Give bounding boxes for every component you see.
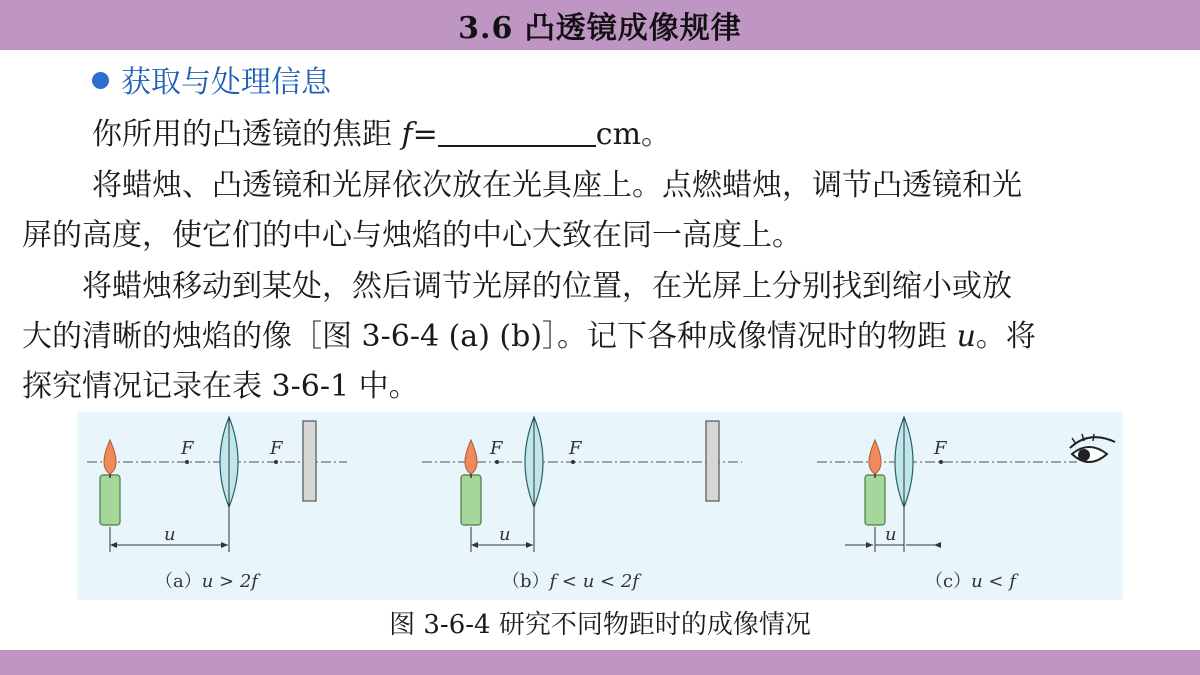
paragraph-procedure-line2 [22, 319, 1036, 355]
lens-c [895, 417, 913, 552]
panel-a-prefix: （a） [155, 571, 202, 592]
focal-point-b2 [571, 460, 575, 464]
panel-a-label [155, 571, 261, 592]
panel-c-expr: u < f [971, 571, 1016, 592]
focal-point-c [939, 460, 943, 464]
candle-c [865, 440, 885, 525]
procedure-text: 大的清晰的烛焰的像［图 3-6-4 (a) (b)］。记下各种成像情况时的物距 [22, 319, 957, 354]
distance-label-c: u [885, 524, 897, 545]
focal-point-a2 [274, 460, 278, 464]
paragraph-procedure-line3: 探究情况记录在表 3-6-1 中。 [22, 369, 419, 404]
figure-illustration [77, 412, 1123, 600]
object-distance-variable: u [956, 319, 976, 354]
lens-b [525, 417, 543, 552]
distance-label-b: u [499, 524, 511, 545]
panel-c-prefix: （c） [925, 571, 972, 592]
screen-b [706, 421, 719, 501]
focal-point-a1 [185, 460, 189, 464]
panel-b [422, 417, 742, 592]
focal-point-b1 [495, 460, 499, 464]
focal-label-b2: F [569, 438, 582, 459]
procedure-text-end: 。将 [975, 319, 1036, 354]
footer-bar [0, 650, 1200, 675]
optics-diagram [77, 412, 1123, 600]
paragraph-procedure-line1: 将蜡烛移动到某处，然后调节光屏的位置，在光屏上分别找到缩小或放 [82, 269, 1012, 304]
focal-label-a1: F [181, 438, 194, 459]
figure-caption: 图 3-6-4 研究不同物距时的成像情况 [389, 610, 811, 640]
candle-a [100, 440, 120, 525]
paragraph-setup-line2: 屏的高度，使它们的中心与烛焰的中心大致在同一高度上。 [22, 218, 802, 253]
section-heading-text: 获取与处理信息 [121, 65, 331, 100]
page-title: 3.6 凸透镜成像规律 [458, 11, 742, 46]
panel-a [87, 417, 347, 592]
eye-icon [1070, 434, 1115, 462]
paragraph-setup-line1: 将蜡烛、凸透镜和光屏依次放在光具座上。点燃蜡烛，调节凸透镜和光 [92, 168, 1022, 203]
paragraph-focal-length [92, 117, 671, 153]
panel-c [817, 417, 1115, 592]
distance-label-a: u [164, 524, 176, 545]
focal-length-unit: cm。 [595, 117, 672, 152]
screen-a [303, 421, 316, 501]
panel-c-label [925, 571, 1019, 592]
panel-b-prefix: （b） [502, 571, 550, 592]
panel-b-label [502, 571, 642, 592]
panel-a-expr: u > 2f [201, 571, 258, 592]
bullet-icon [92, 72, 109, 89]
lens-a [220, 417, 238, 552]
focal-length-text: 你所用的凸透镜的焦距 [92, 117, 402, 152]
focal-length-variable: f [401, 117, 413, 152]
focal-label-c: F [934, 438, 947, 459]
focal-label-a2: F [270, 438, 283, 459]
header-bar [0, 0, 1200, 50]
focal-length-blank[interactable] [438, 117, 596, 147]
section-heading [92, 65, 331, 101]
panel-b-expr: f < u < 2f [549, 571, 639, 592]
equals-sign: = [412, 117, 438, 152]
focal-label-b1: F [490, 438, 503, 459]
candle-b [461, 440, 481, 525]
